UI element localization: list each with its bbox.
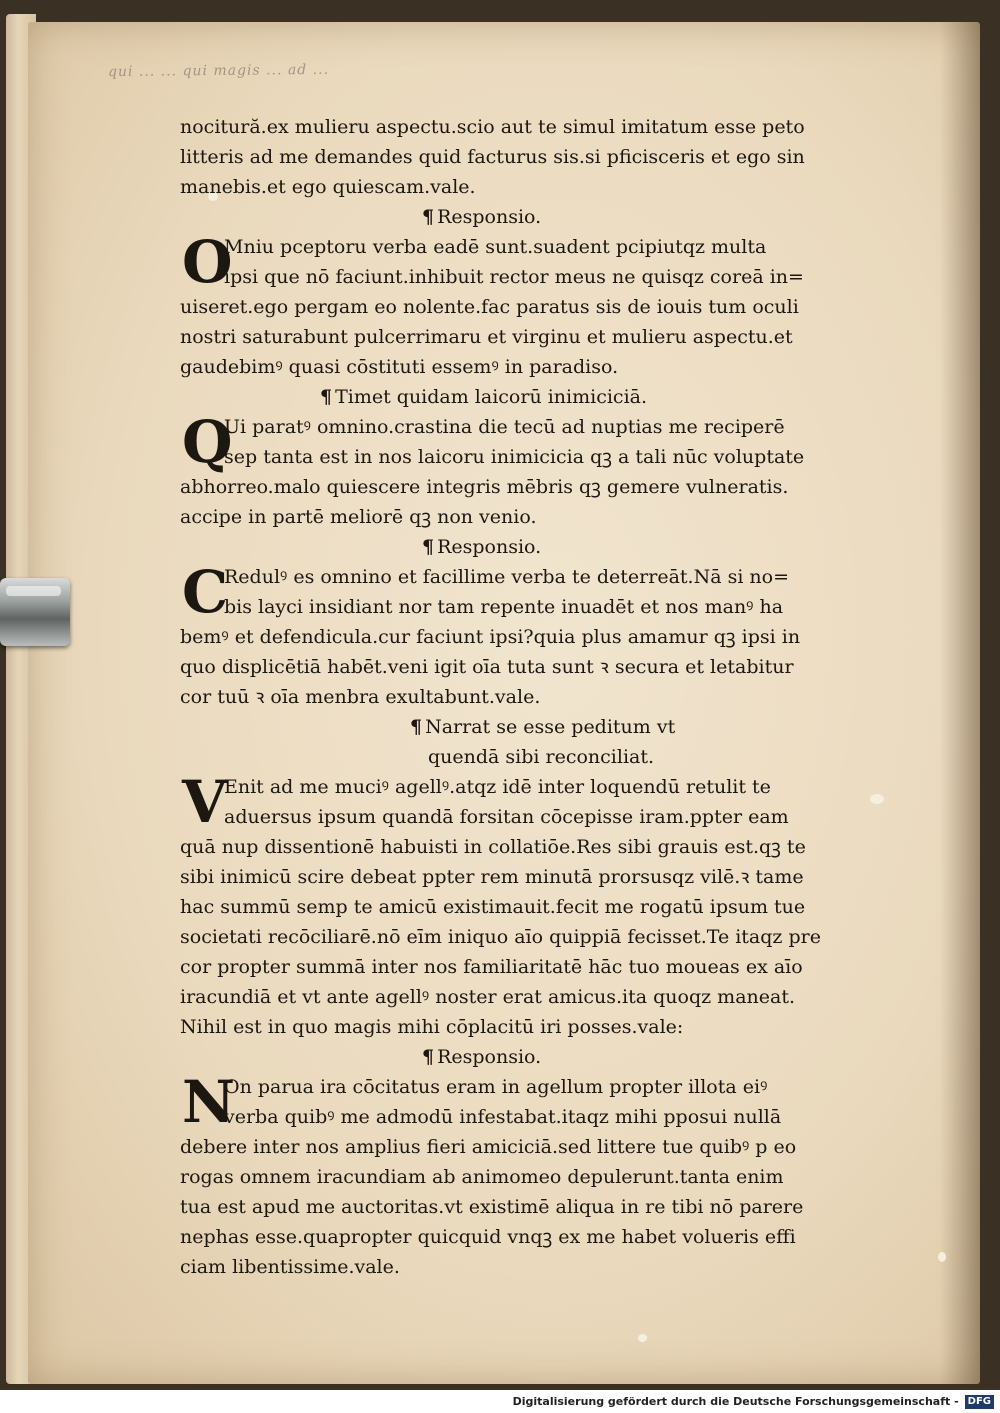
text-line: nostri saturabunt pulcerrimaru et virginu et mulieru aspectu.et bbox=[180, 326, 793, 348]
initial-letter: C bbox=[182, 558, 229, 626]
text-line: Nihil est in quo magis mihi cōplacitū iri posses.vale: bbox=[180, 1016, 684, 1038]
paragraph bbox=[180, 1068, 880, 1282]
text-line: tua est apud me auctoritas.vt existimē aliqua in re tibi nō parere bbox=[180, 1196, 804, 1218]
initial-letter: V bbox=[182, 768, 228, 836]
text-line: cor propter summā inter nos familiaritatē hāc tuo moueas ex aīo bbox=[180, 956, 803, 978]
dfg-logo: DFG bbox=[965, 1395, 994, 1409]
text-line: sibi inimicū scire debeat ppter rem minutā prorsusqz vilē.ꝛ tame bbox=[180, 866, 804, 888]
pilcrow-icon: ¶ bbox=[410, 716, 423, 738]
page-clip bbox=[0, 578, 70, 646]
text-line: bis layci insidiant nor tam repente inuadēt et nos manꝰ ha bbox=[224, 596, 784, 618]
text-line: On parua ira cōcitatus eram in agellum propter illota eiꝰ bbox=[224, 1076, 768, 1098]
text-line: quā nup dissentionē habuisti in collatiōe.Res sibi grauis est.qꝫ te bbox=[180, 836, 806, 858]
paper-hole bbox=[938, 1252, 946, 1262]
pilcrow-icon: ¶ bbox=[320, 386, 333, 408]
paper-hole bbox=[638, 1334, 647, 1342]
text-line: Mniu pceptoru verba eadē sunt.suadent pcipiutqz multa bbox=[224, 236, 767, 258]
text-line: abhorreo.malo quiescere integris mēbris qꝫ gemere vulneratis. bbox=[180, 476, 789, 498]
pilcrow-icon: ¶ bbox=[422, 536, 435, 558]
text-line: manebis.et ego quiescam.vale. bbox=[180, 176, 476, 198]
text-line: Redulꝰ es omnino et facillime verba te deterreāt.Nā si no= bbox=[224, 566, 790, 588]
text-line: iracundiā et vt ante agellꝰ noster erat amicus.ita quoqz maneat. bbox=[180, 986, 796, 1008]
footer-text: Digitalisierung gefördert durch die Deutsche Forschungsgemeinschaft - bbox=[512, 1395, 959, 1408]
gutter-shadow bbox=[940, 22, 980, 1384]
text-line: rogas omnem iracundiam ab animomeo depulerunt.tanta enim bbox=[180, 1166, 784, 1188]
section-heading: ¶ Narrat se esse peditum vt bbox=[410, 716, 676, 738]
text-line: hac summū semp te amicū existimauit.fecit me rogatū ipsum tue bbox=[180, 896, 806, 918]
page-text bbox=[180, 112, 880, 1282]
section-heading: ¶ Responsio. bbox=[422, 536, 542, 558]
initial-letter: N bbox=[182, 1068, 236, 1136]
paragraph bbox=[180, 768, 880, 1042]
paragraph bbox=[180, 558, 880, 712]
text-line: bemꝰ et defendicula.cur faciunt ipsi?quia plus amamur qꝫ ipsi in bbox=[180, 626, 801, 648]
text-line: sep tanta est in nos laicoru inimicicia qꝫ a tali nūc voluptate bbox=[224, 446, 805, 468]
text-line: nephas esse.quapropter quicquid vnqꝫ ex me habet volueris effi bbox=[180, 1226, 796, 1248]
text-line: Ui paratꝰ omnino.crastina die tecū ad nuptias me reciperē bbox=[224, 416, 785, 438]
section-heading: ¶ Timet quidam laicorū inimiciciā. bbox=[320, 386, 648, 408]
paragraph bbox=[180, 408, 880, 532]
text-line: quo displicētiā habēt.veni igit oīa tuta sunt ꝛ secura et letabitur bbox=[180, 656, 794, 678]
text-line: nocitură.ex mulieru aspectu.scio aut te simul imitatum esse peto bbox=[180, 116, 805, 138]
text-line: Enit ad me muciꝰ agellꝰ.atqz idē inter loquendū retulit te bbox=[224, 776, 771, 798]
text-line: societati recōciliarē.nō eīm iniquo aīo quippiā fecisset.Te itaqz pre bbox=[180, 926, 821, 948]
text-line: gaudebimꝰ quasi cōstituti essemꝰ in paradiso. bbox=[180, 356, 619, 378]
section-heading: ¶ Responsio. bbox=[422, 1046, 542, 1068]
text-line: litteris ad me demandes quid facturus sis.si pficisceris et ego sin bbox=[180, 146, 805, 168]
text-line: aduersus ipsum quandā forsitan cōcepisse iram.ppter eam bbox=[224, 806, 789, 828]
handwritten-note: qui ... ... qui magis ... ad ... bbox=[107, 61, 330, 81]
pilcrow-icon: ¶ bbox=[422, 1046, 435, 1068]
text-line: debere inter nos amplius fieri amiciciā.sed littere tue quibꝰ p eo bbox=[180, 1136, 797, 1158]
section-heading-continuation: quendā sibi reconciliat. bbox=[428, 746, 655, 768]
text-line: ciam libentissime.vale. bbox=[180, 1256, 400, 1278]
paragraph bbox=[180, 228, 880, 382]
text-line: cor tuū ꝛ oīa menbra exultabunt.vale. bbox=[180, 686, 541, 708]
initial-letter: Q bbox=[182, 408, 233, 476]
footer-credit bbox=[0, 1390, 1000, 1413]
text-line: verba quibꝰ me admodū infestabat.itaqz mihi pposui nullā bbox=[224, 1106, 782, 1128]
section-heading: ¶ Responsio. bbox=[422, 206, 542, 228]
text-line: accipe in partē meliorē qꝫ non venio. bbox=[180, 506, 537, 528]
text-line: ipsi que nō faciunt.inhibuit rector meus ne quisqz coreā in= bbox=[224, 266, 804, 288]
pilcrow-icon: ¶ bbox=[422, 206, 435, 228]
text-line: uiseret.ego pergam eo nolente.fac paratus sis de iouis tum oculi bbox=[180, 296, 799, 318]
initial-letter: O bbox=[182, 228, 233, 296]
